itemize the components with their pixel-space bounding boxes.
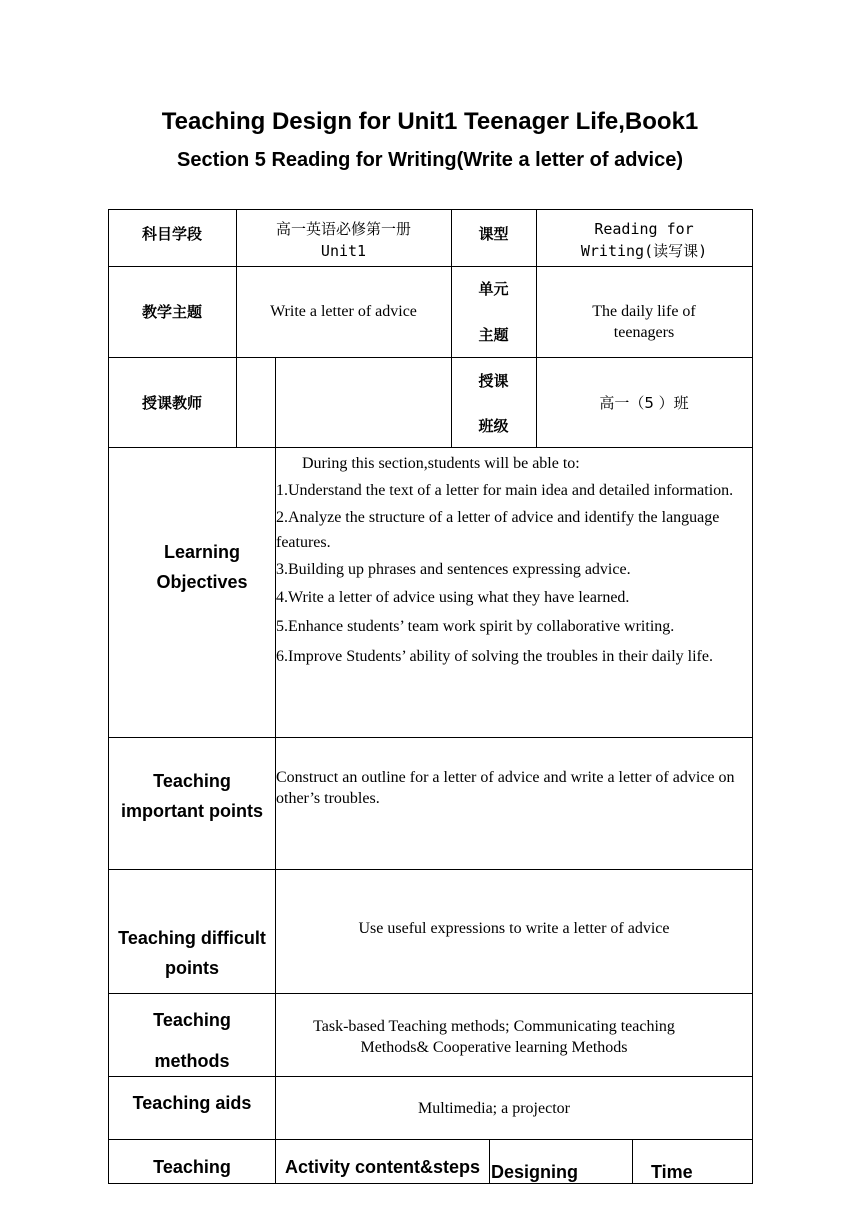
subject-label: 科目学段	[141, 224, 202, 243]
methods-label-line2: methods	[154, 1051, 230, 1071]
difficult-points-label: Teaching difficult points	[118, 928, 266, 978]
subject-value: 高一英语必修第一册 Unit1	[275, 220, 411, 260]
unit-theme-label-line2: 主题	[478, 326, 509, 344]
objectives-intro: During this section,students will be able to:	[302, 455, 580, 472]
methods-label-line1: Teaching	[153, 1010, 231, 1030]
objective-item: 6.Improve Students’ ability of solving the troubles in their daily life.	[276, 648, 713, 665]
teacher-label: 授课教师	[141, 393, 202, 412]
steps-header-designing: Designing	[491, 1162, 579, 1182]
methods-text: Task-based Teaching methods; Communicating teaching Methods& Cooperative learning Methods	[313, 1018, 675, 1056]
type-label: 课型	[478, 224, 509, 243]
unit-theme-label-line1: 单元	[478, 280, 509, 298]
teacher-value	[275, 357, 451, 447]
aids-text: Multimedia; a projector	[418, 1100, 570, 1117]
objective-item: 3.Building up phrases and sentences expressing advice.	[276, 561, 631, 578]
objective-item: 5.Enhance students’ team work spirit by collaborative writing.	[276, 618, 675, 635]
document-subtitle: Section 5 Reading for Writing(Write a letter of advice)	[176, 149, 683, 171]
objectives-list	[276, 450, 746, 671]
document-title: Teaching Design for Unit1 Teenager Life,Book1	[161, 108, 699, 135]
objective-item: 2.Analyze the structure of a letter of advice and identify the language features.	[276, 509, 720, 551]
class-label-line1: 授课	[478, 372, 509, 390]
theme-value: Write a letter of advice	[270, 303, 417, 320]
objective-item: 1.Understand the text of a letter for main idea and detailed information.	[276, 482, 734, 499]
unit-theme-value: The daily life of teenagers	[592, 303, 696, 341]
important-points-text: Construct an outline for a letter of advice and write a letter of advice on other’s troubles.	[276, 769, 735, 807]
difficult-points-text: Use useful expressions to write a letter of advice	[358, 920, 670, 937]
steps-header-teaching: Teaching	[153, 1157, 231, 1177]
steps-header-activity: Activity content&steps	[284, 1157, 481, 1177]
class-value: 高一（5 ）班	[599, 393, 689, 412]
theme-label: 教学主题	[141, 303, 202, 321]
type-value: Reading for Writing(读写课)	[580, 220, 708, 260]
important-points-label: Teaching important points	[121, 771, 263, 821]
aids-label: Teaching aids	[132, 1093, 252, 1113]
objectives-label: Learning Objectives	[156, 542, 248, 592]
steps-header-time: Time	[651, 1162, 693, 1182]
objective-item: 4.Write a letter of advice using what they have learned.	[276, 589, 630, 606]
class-label-line2: 班级	[478, 417, 509, 435]
